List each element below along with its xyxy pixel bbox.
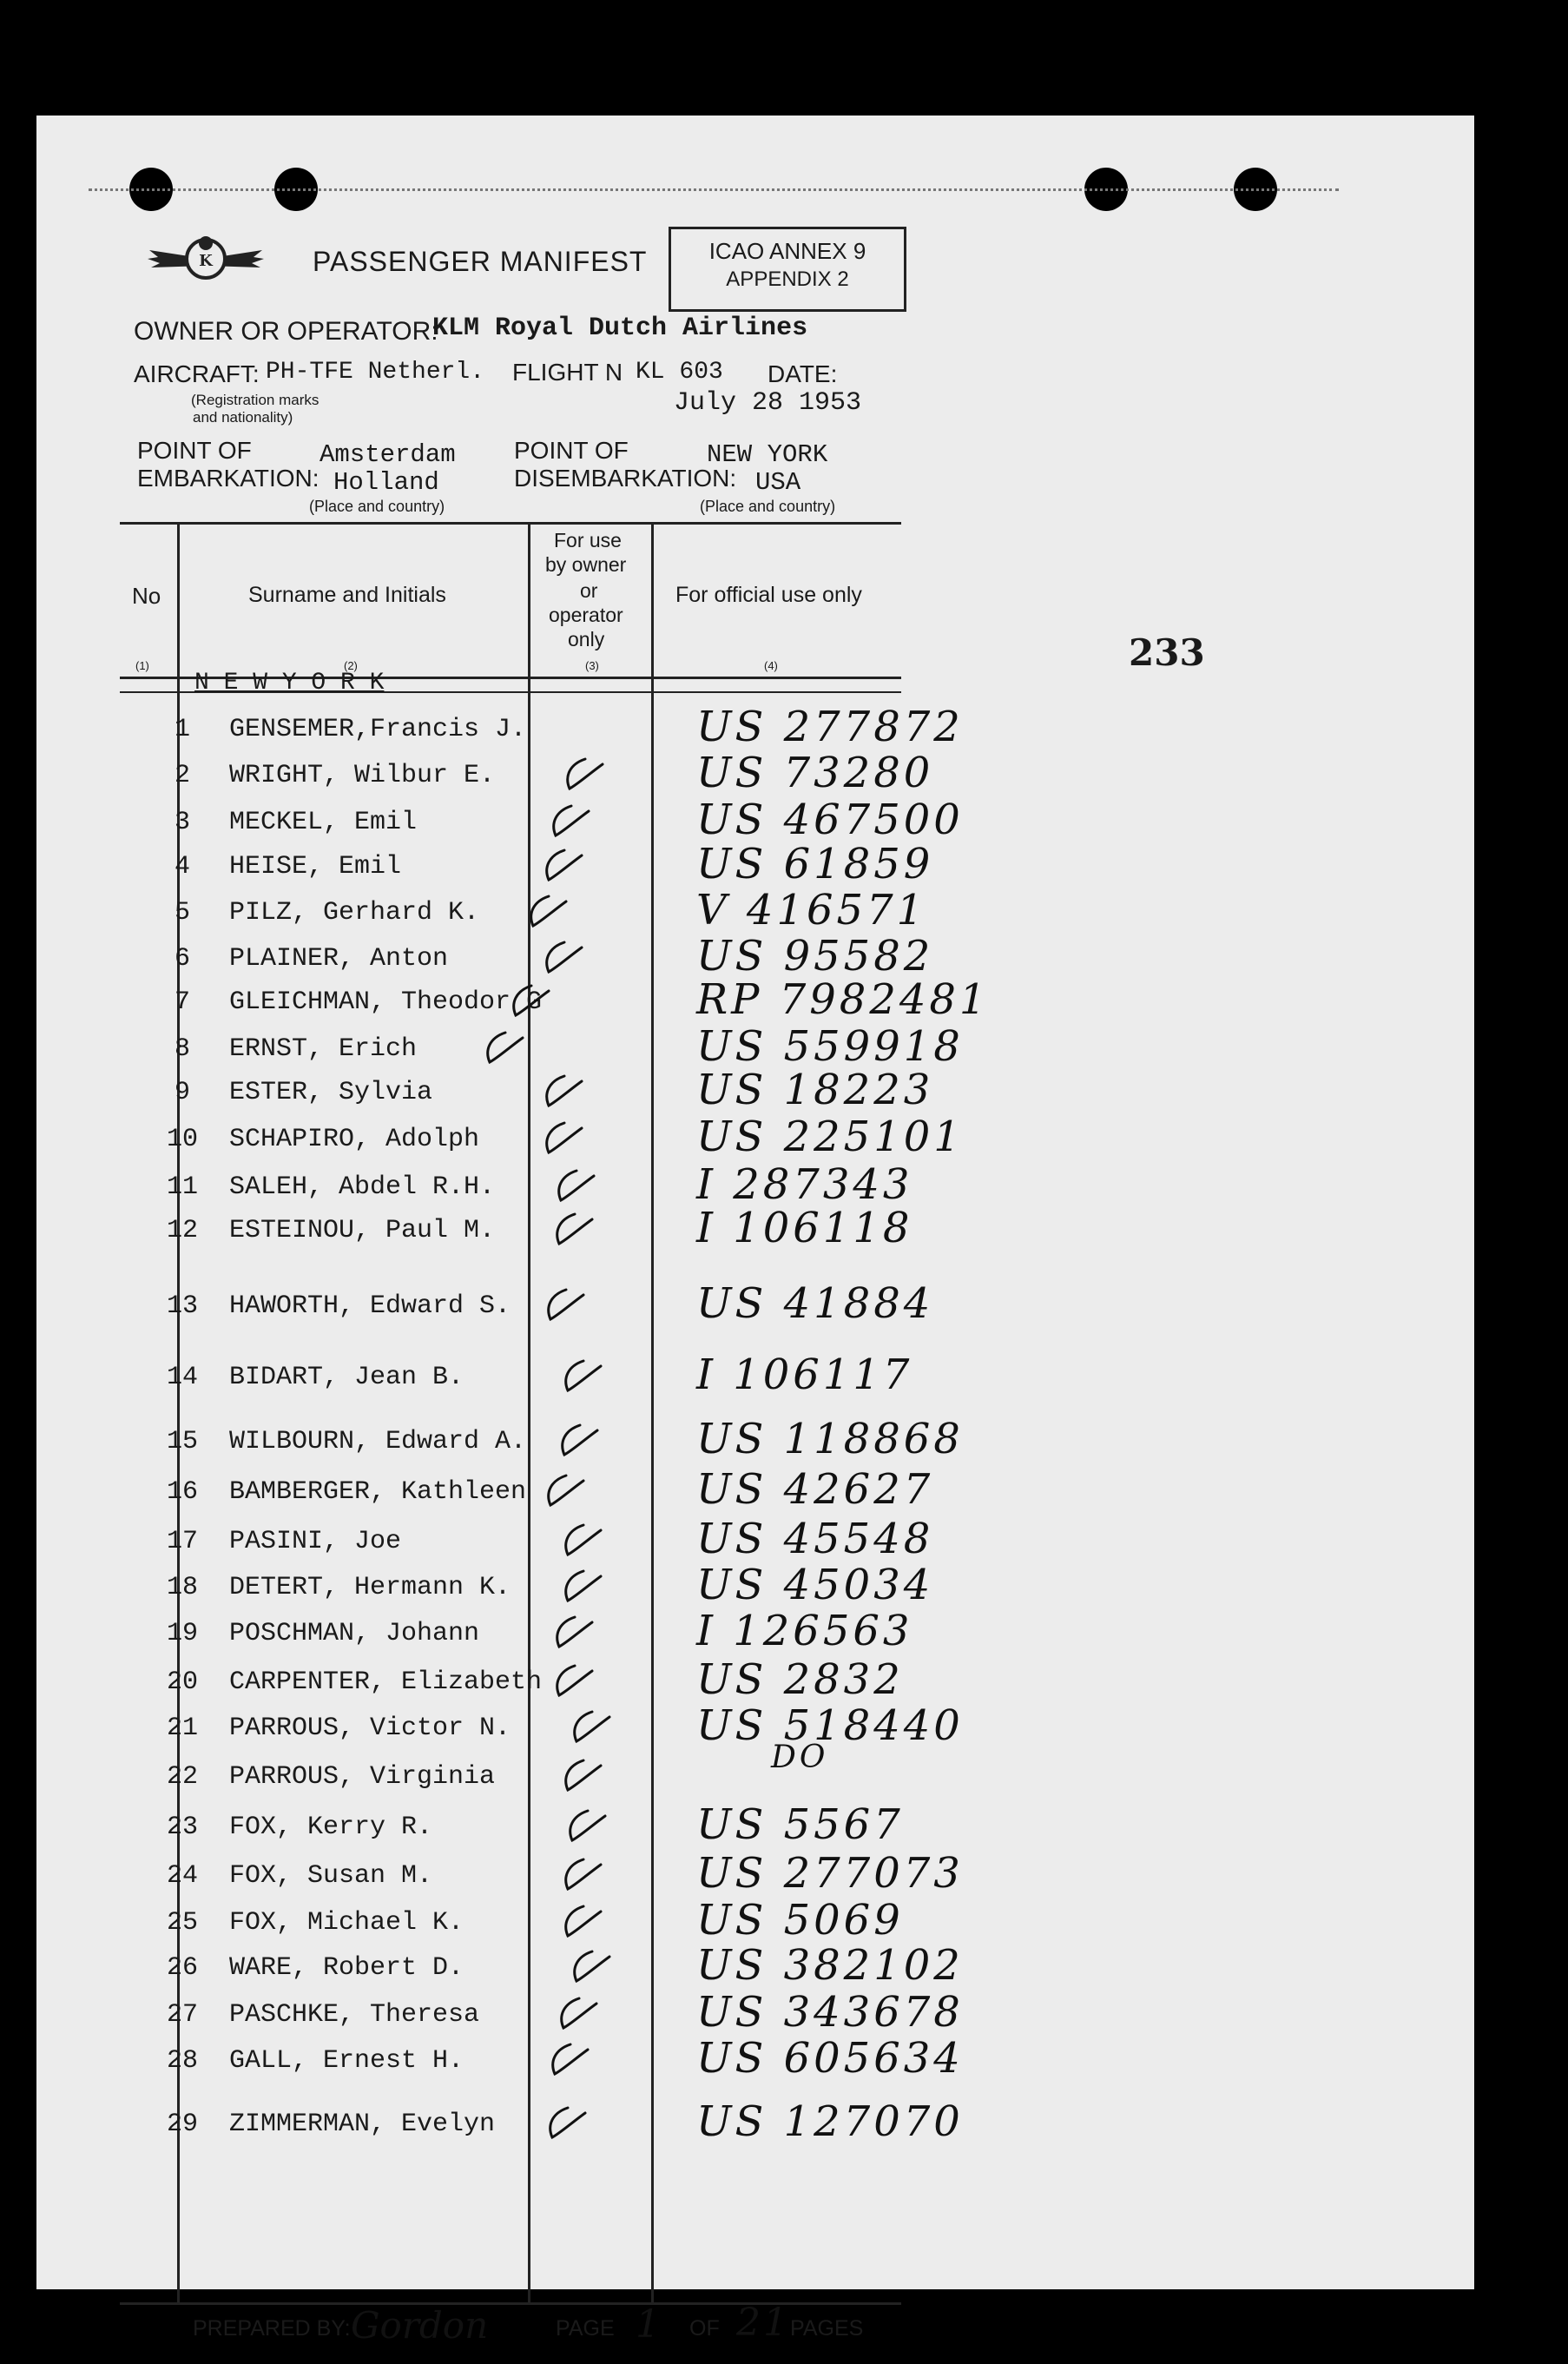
disembark-label-1: POINT OF (514, 437, 629, 464)
check-mark (540, 1612, 596, 1654)
pages-label: PAGES (790, 2316, 864, 2341)
col-divider-3 (651, 522, 654, 2302)
passenger-name: ERNST, Erich (229, 1034, 418, 1064)
row-number: 16 (166, 1477, 198, 1507)
passenger-name: MECKEL, Emil (229, 808, 418, 837)
check-mark (533, 2103, 589, 2144)
check-mark (471, 1027, 526, 1069)
row-number: 14 (166, 1363, 198, 1392)
passenger-name: PARROUS, Victor N. (229, 1714, 511, 1743)
passenger-name: FOX, Susan M. (229, 1861, 433, 1891)
check-mark (536, 2039, 591, 2081)
check-mark (557, 1946, 613, 1988)
annex-line-2: APPENDIX 2 (726, 267, 849, 291)
passenger-name: POSCHMAN, Johann (229, 1619, 480, 1648)
passenger-name: BIDART, Jean B. (229, 1363, 464, 1392)
date-label: DATE: (768, 360, 838, 387)
passenger-name: WRIGHT, Wilbur E. (229, 761, 496, 790)
page-label: PAGE (556, 2316, 615, 2341)
col-index-2: (2) (344, 659, 358, 672)
official-passport-number: US 225101 (696, 1113, 964, 1161)
check-mark (530, 1071, 585, 1113)
official-passport-number: US 42627 (696, 1465, 934, 1514)
passenger-name: ESTEINOU, Paul M. (229, 1216, 496, 1245)
row-number: 25 (166, 1908, 198, 1938)
col-header-owner-1: For use (554, 529, 622, 551)
official-passport-number: US 118868 (696, 1415, 964, 1463)
page-stamp: 233 (1129, 631, 1205, 674)
row-number: 1 (174, 715, 190, 744)
disembark-label-2: DISEMBARKATION: (514, 465, 737, 492)
official-passport-number: US 277872 (696, 703, 964, 751)
check-mark (540, 1209, 596, 1251)
row-number: 28 (166, 2046, 198, 2076)
passenger-name: PILZ, Gerhard K. (229, 898, 480, 928)
row-number: 13 (166, 1291, 198, 1321)
check-mark (530, 937, 585, 979)
official-passport-number: US 2832 (696, 1655, 904, 1704)
check-mark (549, 1566, 604, 1608)
official-passport-number: RP 7982481 (696, 975, 990, 1024)
official-passport-number: I 106118 (696, 1204, 913, 1252)
col-header-owner-2: by owner (545, 553, 627, 576)
check-mark (549, 1854, 604, 1896)
aircraft-label: AIRCRAFT: (134, 360, 260, 387)
check-mark (550, 754, 606, 796)
manifest-sheet (36, 116, 1474, 2347)
annex-line-1: ICAO ANNEX 9 (708, 238, 866, 264)
row-number: 8 (174, 1034, 190, 1064)
row-number: 21 (166, 1714, 198, 1743)
check-mark (540, 1661, 596, 1702)
row-number: 27 (166, 2000, 198, 2030)
col-header-owner-3: or (580, 579, 598, 602)
check-mark (531, 1284, 587, 1326)
aircraft-value: PH-TFE Netherl. (266, 359, 485, 386)
passenger-name: PARROUS, Virginia (229, 1762, 496, 1792)
col-header-owner-4: operator (549, 604, 623, 626)
official-passport-number: US 41884 (696, 1279, 934, 1328)
date-value: July 28 1953 (674, 388, 862, 418)
passenger-name: GENSEMER,Francis J. (229, 715, 527, 744)
of-label: OF (689, 2316, 720, 2341)
check-mark (530, 1118, 585, 1159)
official-passport-number: US 605634 (696, 2034, 964, 2083)
embark-country: Holland (333, 468, 439, 497)
prepared-by-signature: Gordon (351, 2304, 489, 2347)
passenger-name: HAWORTH, Edward S. (229, 1291, 511, 1321)
official-passport-number: I 126563 (696, 1607, 913, 1655)
check-mark (544, 1993, 600, 2035)
row-number: 3 (174, 808, 190, 837)
prepared-by-label: PREPARED BY: (193, 2316, 351, 2341)
passenger-name: HEISE, Emil (229, 852, 402, 882)
check-mark (557, 1707, 613, 1748)
embark-note: (Place and country) (309, 498, 445, 515)
official-passport-number: US 518440 (696, 1701, 964, 1750)
row-number: 17 (166, 1527, 198, 1556)
owner-value: KLM Royal Dutch Airlines (432, 314, 808, 343)
col-index-3: (3) (585, 659, 599, 672)
col-divider-2 (528, 522, 530, 2302)
perforation-line (89, 188, 1339, 191)
flight-value: KL 603 (636, 359, 723, 386)
check-mark (542, 1165, 597, 1207)
passenger-name: GLEICHMAN, Theodor G (229, 987, 543, 1017)
official-passport-number: US 343678 (696, 1988, 964, 2037)
official-passport-number: US 382102 (696, 1941, 964, 1990)
page-number: 1 (636, 2302, 662, 2347)
col-index-4: (4) (764, 659, 778, 672)
row-number: 12 (166, 1216, 198, 1245)
official-passport-number: V 416571 (696, 886, 927, 934)
embark-label-2: EMBARKATION: (137, 465, 320, 492)
official-passport-number: US 18223 (696, 1066, 934, 1114)
check-mark (549, 1520, 604, 1562)
official-passport-number: US 467500 (696, 796, 964, 844)
klm-wings-logo (141, 224, 271, 294)
col-header-owner-5: only (568, 628, 605, 650)
row-number: 19 (166, 1619, 198, 1648)
row-number: 7 (174, 987, 190, 1017)
col-header-name: Surname and Initials (248, 583, 446, 607)
col-header-official: For official use only (675, 583, 862, 607)
official-passport-number: US 127070 (696, 2097, 964, 2146)
manifest-title: PASSENGER MANIFEST (313, 246, 648, 277)
section-label: N E W Y O R K (194, 670, 385, 697)
row-number: 29 (166, 2110, 198, 2139)
check-mark (537, 801, 592, 842)
passenger-name: WARE, Robert D. (229, 1953, 464, 1983)
check-mark (549, 1356, 604, 1397)
row-number: 23 (166, 1813, 198, 1842)
owner-label: OWNER OR OPERATOR: (134, 317, 438, 346)
official-passport-number: US 45548 (696, 1515, 934, 1563)
row-number: 24 (166, 1861, 198, 1891)
row-number: 18 (166, 1573, 198, 1602)
table-top-rule (120, 522, 901, 525)
passenger-name: PASCHKE, Theresa (229, 2000, 480, 2030)
passenger-name: BAMBERGER, Kathleen (229, 1477, 527, 1507)
registration-note-2: and nationality) (193, 409, 293, 426)
official-passport-number: US 277073 (696, 1849, 964, 1898)
check-mark (549, 1755, 604, 1797)
official-passport-number: US 45034 (696, 1561, 934, 1609)
passenger-name: ZIMMERMAN, Evelyn (229, 2110, 496, 2139)
passenger-name: PASINI, Joe (229, 1527, 402, 1556)
passenger-name: DETERT, Hermann K. (229, 1573, 511, 1602)
embark-city: Amsterdam (320, 440, 456, 469)
official-passport-number: DO (771, 1740, 829, 1775)
col-header-no: No (132, 583, 161, 609)
total-pages: 21 (736, 2301, 790, 2345)
check-mark (514, 891, 570, 933)
passenger-name: ESTER, Sylvia (229, 1078, 433, 1107)
row-number: 20 (166, 1667, 198, 1697)
official-passport-number: US 61859 (696, 840, 934, 888)
check-mark (545, 1420, 601, 1462)
registration-note-1: (Registration marks (191, 392, 320, 408)
passenger-name: WILBOURN, Edward A. (229, 1427, 527, 1456)
row-number: 5 (174, 898, 190, 928)
official-passport-number: US 559918 (696, 1022, 964, 1071)
passenger-name: CARPENTER, Elizabeth (229, 1667, 543, 1697)
disembark-country: USA (755, 468, 801, 497)
icao-annex-box (669, 227, 906, 312)
disembark-note: (Place and country) (700, 498, 836, 515)
row-number: 10 (166, 1125, 198, 1154)
official-passport-number: I 106117 (696, 1350, 913, 1399)
check-mark (497, 981, 552, 1022)
col-index-1: (1) (135, 659, 149, 672)
passenger-name: SALEH, Abdel R.H. (229, 1172, 496, 1202)
row-number: 9 (174, 1078, 190, 1107)
official-passport-number: US 95582 (696, 932, 934, 981)
row-number: 22 (166, 1762, 198, 1792)
row-number: 26 (166, 1953, 198, 1983)
row-number: 11 (166, 1172, 198, 1202)
flight-label: FLIGHT N (512, 359, 623, 386)
official-passport-number: I 287343 (696, 1160, 913, 1209)
official-passport-number: US 5069 (696, 1896, 904, 1945)
row-number: 4 (174, 852, 190, 882)
check-mark (553, 1806, 609, 1847)
official-passport-number: US 73280 (696, 749, 934, 797)
official-passport-number: US 5567 (696, 1800, 904, 1849)
passenger-name: FOX, Michael K. (229, 1908, 464, 1938)
svg-text:K: K (199, 252, 213, 270)
passenger-name: SCHAPIRO, Adolph (229, 1125, 480, 1154)
embark-label-1: POINT OF (137, 437, 252, 464)
row-number: 6 (174, 944, 190, 974)
check-mark (549, 1901, 604, 1943)
check-mark (530, 845, 585, 887)
disembark-city: NEW YORK (707, 440, 828, 469)
passenger-name: GALL, Ernest H. (229, 2046, 464, 2076)
row-number: 2 (174, 761, 190, 790)
row-number: 15 (166, 1427, 198, 1456)
passenger-name: FOX, Kerry R. (229, 1813, 433, 1842)
check-mark (531, 1470, 587, 1512)
passenger-name: PLAINER, Anton (229, 944, 449, 974)
